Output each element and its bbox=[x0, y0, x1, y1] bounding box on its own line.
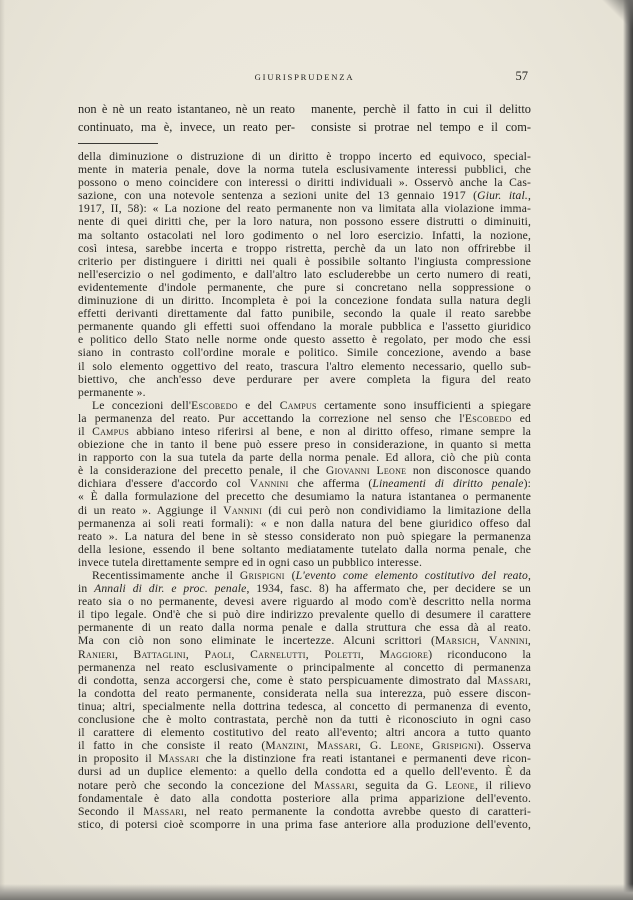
footnote-text: obiezione che in tanto il bene può essere preso in considerazione, in quanto si metta bbox=[78, 438, 531, 452]
footnote-separator bbox=[78, 143, 158, 144]
author-name: Campus bbox=[92, 424, 130, 438]
footnote-text: ) riconducono la bbox=[428, 647, 531, 661]
body-right-column bbox=[311, 100, 531, 136]
footnote-text: Le concezioni dell' bbox=[92, 398, 192, 412]
footnote-line bbox=[78, 451, 531, 464]
footnote-text: , bbox=[527, 569, 531, 582]
footnote-line bbox=[78, 242, 531, 255]
citation-title: L'evento come elemento costitutivo del reato bbox=[295, 569, 528, 582]
author-name: Escobedo bbox=[191, 398, 238, 412]
footnote-text: in bbox=[78, 582, 95, 596]
footnote-line bbox=[78, 163, 531, 176]
footnote-text: stico, di potersi cioè scomporre in una prima fase anteriore alla produzione dell'evento, bbox=[78, 817, 531, 831]
body-line: continuato, ma è, invece, un reato per- bbox=[78, 120, 295, 134]
footnote-text: che afferma ( bbox=[288, 477, 373, 491]
author-name: Marsich, Vannini bbox=[435, 634, 528, 648]
footnote-line bbox=[78, 543, 531, 556]
footnote-line bbox=[78, 504, 531, 517]
footnote-text: diminuzione di un diritto. Incompleta è poi la concezione fondata sulla natura degli bbox=[78, 294, 531, 308]
footnote-text: in proposito il bbox=[78, 752, 159, 766]
running-head bbox=[78, 70, 531, 84]
footnote bbox=[78, 150, 531, 831]
footnote-text: il carattere di elemento costitutivo del reato all'evento; altri ancora a tutto quanto bbox=[78, 726, 531, 740]
footnote-text: in rapporto con la sua tutela da parte della norma penale. Ed allora, ciò che più conta bbox=[78, 451, 531, 465]
running-title: GIURISPRUDENZA bbox=[254, 72, 355, 82]
footnote-line bbox=[78, 569, 531, 582]
footnote-text: della lesione, essendo il bene soltanto mediatamente tutelato dalla norma penale, che bbox=[78, 542, 531, 556]
footnote-text: e del bbox=[237, 398, 280, 412]
author-name: Giovanni Leone bbox=[325, 464, 407, 478]
footnote-line bbox=[78, 752, 531, 765]
footnote-line bbox=[78, 765, 531, 778]
scan-edge-left bbox=[0, 0, 5, 900]
footnote-text: di condotta, senza accorgersi che, come è stato perspicuamente dimostrato dal bbox=[78, 673, 488, 687]
footnote-line bbox=[78, 320, 531, 333]
footnote-text: permanente quando gli effetti suoi offendano la morale pubblica e l'assetto giuridico bbox=[78, 320, 531, 334]
footnote-line bbox=[78, 150, 531, 163]
footnote-line bbox=[78, 517, 531, 530]
author-name: Massari bbox=[313, 778, 355, 792]
body-line: non è nè un reato istantaneo, nè un reato bbox=[78, 102, 295, 116]
footnote-text: dichiara d'essere d'accordo col bbox=[78, 477, 250, 491]
text-block bbox=[78, 0, 531, 900]
author-name: Vannini bbox=[223, 503, 263, 517]
footnote-text: permanente ». bbox=[78, 385, 146, 399]
body-left-column bbox=[78, 100, 295, 136]
footnote-line bbox=[78, 700, 531, 713]
footnote-line bbox=[78, 255, 531, 268]
footnote-line bbox=[78, 307, 531, 320]
footnote-text: Secondo il bbox=[78, 804, 144, 818]
footnote-line bbox=[78, 438, 531, 451]
footnote-line bbox=[78, 346, 531, 359]
footnote-text: ( bbox=[284, 569, 296, 582]
footnote-line bbox=[78, 556, 531, 569]
footnote-text: è la considerazione del precetto penale, il che bbox=[78, 464, 326, 478]
scan-corner-shadow bbox=[593, 0, 633, 30]
footnote-text: non disconosce quando bbox=[406, 464, 531, 478]
footnote-text: della diminuzione o distruzione di un diritto è troppo incerto ed equivoco, special- bbox=[78, 150, 531, 163]
footnote-text: tinua; altri, specialmente nella dottrina tedesca, al concetto di permanenza di evento, bbox=[78, 699, 531, 713]
footnote-line bbox=[78, 189, 531, 202]
footnote-line bbox=[78, 661, 531, 674]
author-name: Massari bbox=[158, 752, 200, 766]
footnote-line bbox=[78, 608, 531, 621]
footnote-line bbox=[78, 386, 531, 399]
footnote-text: nente di quei diritti che, per la loro natura, non possono essere distrutti o diminuiti, bbox=[78, 215, 531, 229]
footnote-text: . bbox=[527, 791, 531, 805]
footnote-text: conclusione che è molto contrastata, perchè non da tutti è riconosciuto in ogni caso bbox=[78, 713, 531, 727]
footnote-line bbox=[78, 621, 531, 634]
footnote-text: , bbox=[527, 673, 531, 687]
author-name: Massari bbox=[487, 673, 528, 687]
footnote-line bbox=[78, 674, 531, 687]
footnote-line bbox=[78, 595, 531, 608]
footnote-text: evidentemente d'indole permanente, che pure si concretano nella soppressione o bbox=[78, 280, 531, 294]
footnote-text: effetti derivanti direttamente dal fatto punibile, secondo la quale il reato sarebbe bbox=[78, 307, 531, 321]
footnote-paragraph bbox=[78, 399, 531, 569]
body-line: consiste si protrae nel tempo e il com- bbox=[311, 120, 531, 134]
footnote-text: ). Osserva bbox=[477, 739, 531, 753]
author-name: G. Leone bbox=[425, 778, 475, 792]
footnote-text: (di cui però non condividiamo la limitazione della bbox=[262, 503, 531, 517]
footnote-line bbox=[78, 648, 531, 661]
footnote-text: il tipo legale. Ond'è che si può dire indirizzo prevalente quello di desumere il carattere bbox=[78, 608, 531, 622]
footnote-line bbox=[78, 726, 531, 739]
citation-title: Giur. ital. bbox=[477, 189, 528, 203]
footnote-text: la permanenza del reato. Pur accettando la correzione nel senso che l' bbox=[78, 411, 465, 425]
footnote-text: biettivo, che anch'esso deve perdurare per avere completa la figura del reato bbox=[78, 372, 531, 386]
footnote-text: , il rilievo bbox=[474, 778, 532, 792]
footnote-text: permanenza nel reato esclusivamente o principalmente al concetto di permanenza bbox=[78, 660, 531, 674]
footnote-text: possono o meno coincidere con interessi o diritti individuali ». Osservò anche la Cas- bbox=[78, 176, 531, 190]
footnote-text: invece tutela direttamente sempre ed in ogni caso un pubblico interesse. bbox=[78, 555, 423, 569]
footnote-line bbox=[78, 176, 531, 189]
footnote-text: la condotta del reato permanente, considerata nella sua interezza, può essere discon- bbox=[78, 686, 531, 700]
author-name: Vannini bbox=[249, 477, 289, 491]
footnote-text: permanenza ai soli reati formali): « e non dalla natura del bene giuridico offeso dal bbox=[78, 516, 531, 530]
footnote-text: Recentissimamente anche il bbox=[92, 569, 240, 582]
footnote-text: certamente sono insufficienti a spiegare bbox=[316, 398, 531, 412]
footnote-line bbox=[78, 412, 531, 425]
footnote-line bbox=[78, 294, 531, 307]
footnote-line bbox=[78, 713, 531, 726]
footnote-line bbox=[78, 687, 531, 700]
footnote-line bbox=[78, 215, 531, 228]
footnote-text: il bbox=[78, 424, 93, 438]
author-name: Campus bbox=[279, 398, 317, 412]
footnote-text: sazione, con una notevole sentenza a sezioni unite del 13 gennaio 1917 ( bbox=[78, 189, 478, 203]
citation-title: Lineamenti di diritto penale bbox=[372, 477, 524, 491]
footnote-line bbox=[78, 373, 531, 386]
footnote-line bbox=[78, 281, 531, 294]
footnote-line bbox=[78, 229, 531, 242]
citation-title: Annali di dir. e proc. penale bbox=[94, 582, 247, 596]
footnote-paragraph bbox=[78, 569, 531, 831]
footnote-line bbox=[78, 582, 531, 595]
footnote-text: , 1934, fasc. 8) ha affermato che, per decidere se un bbox=[246, 582, 531, 596]
author-name: Grispigni bbox=[239, 569, 285, 582]
footnote-line bbox=[78, 360, 531, 373]
author-name: Escobedo bbox=[464, 411, 512, 425]
footnote-line bbox=[78, 805, 531, 818]
footnote-text: ma soltanto ostacolati nel loro godimento o nel loro esercizio. Infatti, la nozione, bbox=[78, 228, 531, 242]
footnote-paragraph bbox=[78, 150, 531, 399]
footnote-text: , bbox=[527, 634, 531, 648]
footnote-line bbox=[78, 634, 531, 647]
footnote-line bbox=[78, 425, 531, 438]
footnote-line bbox=[78, 739, 531, 752]
footnote-text: notare però che secondo la concezione del bbox=[78, 778, 314, 792]
footnote-line bbox=[78, 333, 531, 346]
footnote-text: 1917, II, 58): « La nozione del reato permanente non va limitata alla violazione imma- bbox=[78, 202, 531, 216]
footnote-text: permanente di un reato dalla norma penale e dalla struttura che essa dà al reato bbox=[78, 621, 528, 635]
footnote-line bbox=[78, 477, 531, 490]
footnote-text: dursi ad un duplice elemento: a quello della condotta ed a quello dell'evento. È da bbox=[78, 765, 531, 779]
author-name: Massari bbox=[143, 804, 185, 818]
footnote-text: il fatto in che consiste il reato ( bbox=[78, 739, 266, 753]
footnote-line bbox=[78, 202, 531, 215]
footnote-text: ed bbox=[511, 411, 531, 425]
footnote-line bbox=[78, 818, 531, 831]
author-name: Ranieri, Battaglini, Paoli, Carnelutti, Poletti, Maggiore bbox=[78, 647, 429, 661]
footnote-text: siano in contrasto coll'ordine morale e politico. Simile concezione, avendo a base bbox=[78, 346, 531, 360]
footnote-line bbox=[78, 530, 531, 543]
footnote-line bbox=[78, 490, 531, 503]
footnote-text: , seguita da bbox=[354, 778, 426, 792]
footnote-text: reato sia o no permanente, devesi avere riguardo al modo com'è descritto nella norma bbox=[78, 595, 531, 609]
footnote-text: « È dalla formulazione del precetto che desumiamo la natura istantanea o permanente bbox=[78, 490, 531, 504]
footnote-text: . bbox=[527, 621, 531, 635]
footnote-text: che la distinzione fra reati istantanei e permanenti deve ricon- bbox=[199, 752, 531, 766]
footnote-text: fondamentale è dato alla condotta posteriore alla prima apparizione dell'evento bbox=[78, 791, 528, 805]
footnote-text: ): bbox=[523, 477, 531, 491]
footnote-text: e politico dello Stato nelle norme onde questo assetto è regolato, per modo che essi bbox=[78, 333, 531, 347]
footnote-line bbox=[78, 792, 531, 805]
footnote-text: così intesa, sarebbe incerta e troppo ristretta, perchè da un lato non offrirebbe il bbox=[78, 241, 531, 255]
footnote-line bbox=[78, 268, 531, 281]
main-text bbox=[78, 100, 531, 136]
footnote-text: criterio per distinguere i diritti nei quali è possibile soltanto l'ingiusta compressione bbox=[78, 254, 531, 268]
page-number: 57 bbox=[515, 69, 528, 83]
footnote-line bbox=[78, 464, 531, 477]
footnote-text: il solo elemento oggettivo del reato, trascura l'altro elemento necessario, quello sub- bbox=[78, 359, 531, 373]
footnote-text: mente in materia penale, dove la norma tutela esclusivamente interessi pubblici, che bbox=[78, 163, 531, 177]
footnote-line bbox=[78, 779, 531, 792]
footnote-text: reato ». La natura del bene in sè stesso considerato non può spiegare la permanenza bbox=[78, 529, 531, 543]
footnote-text: , bbox=[527, 189, 531, 203]
scan-edge-right bbox=[623, 0, 633, 900]
footnote-text: , nel reato permanente la condotta avrebbe questo di caratteri- bbox=[184, 804, 531, 818]
footnote-text: nell'esercizio o nel godimento, e dall'altro lato escluderebbe un certo numero di reati, bbox=[78, 267, 531, 281]
footnote-line bbox=[78, 399, 531, 412]
body-line: manente, perchè il fatto in cui il delitto bbox=[311, 102, 531, 116]
author-name: Manzini, Massari, G. Leone, Grispigni bbox=[265, 739, 478, 753]
footnote-text: di un reato ». Aggiunge il bbox=[78, 503, 224, 517]
footnote-text: abbiano inteso riferirsi al bene, e non al diritto offeso, rimane sempre la bbox=[129, 424, 531, 438]
footnote-text: Ma con ciò non sono eliminate le incertezze. Alcuni scrittori ( bbox=[78, 634, 435, 648]
